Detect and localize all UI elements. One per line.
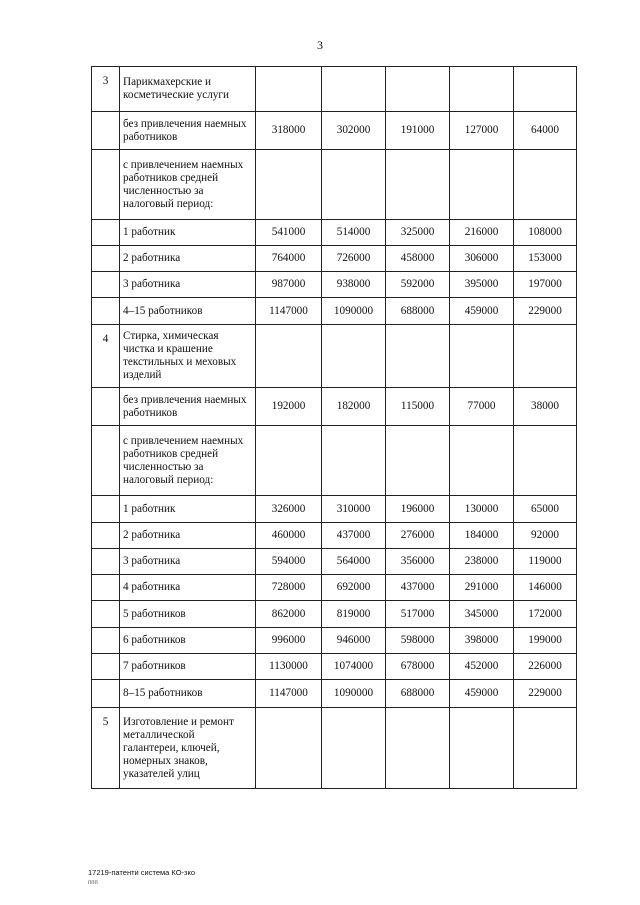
row-number (92, 426, 120, 496)
value-cell: 146000 (514, 575, 577, 601)
table-row (92, 549, 577, 575)
value-cell: 197000 (514, 272, 577, 298)
value-cell: 1074000 (322, 654, 386, 680)
value-cell (322, 325, 386, 388)
patent-tariff-table (91, 66, 577, 789)
value-cell (386, 67, 450, 112)
row-description: с привлечением наемных работников средней численностью за налоговый период: (120, 150, 256, 220)
value-cell: 398000 (450, 628, 514, 654)
row-description: с привлечением наемных работников средней численностью за налоговый период: (120, 426, 256, 496)
value-cell: 192000 (256, 388, 322, 426)
row-number (92, 680, 120, 708)
row-description: без привлечения наемных работников (120, 388, 256, 426)
value-cell: 326000 (256, 496, 322, 523)
value-cell (514, 325, 577, 388)
row-description: 4–15 работников (120, 298, 256, 325)
value-cell: 291000 (450, 575, 514, 601)
row-number (92, 601, 120, 628)
value-cell: 688000 (386, 298, 450, 325)
row-number: 5 (92, 708, 120, 789)
row-number (92, 298, 120, 325)
page-number: 3 (317, 38, 323, 52)
value-cell: 395000 (450, 272, 514, 298)
table-row (92, 601, 577, 628)
value-cell (386, 708, 450, 789)
value-cell: 119000 (514, 549, 577, 575)
row-number: 3 (92, 67, 120, 112)
value-cell: 452000 (450, 654, 514, 680)
value-cell (514, 67, 577, 112)
table-row (92, 325, 577, 388)
value-cell: 276000 (386, 523, 450, 549)
value-cell: 310000 (322, 496, 386, 523)
value-cell: 459000 (450, 298, 514, 325)
table-row (92, 496, 577, 523)
table-row (92, 220, 577, 246)
row-description: 2 работника (120, 523, 256, 549)
value-cell: 514000 (322, 220, 386, 246)
value-cell: 191000 (386, 112, 450, 150)
footer-subtext: ппп (88, 880, 98, 886)
value-cell: 1090000 (322, 680, 386, 708)
value-cell: 458000 (386, 246, 450, 272)
value-cell: 1090000 (322, 298, 386, 325)
value-cell: 726000 (322, 246, 386, 272)
value-cell: 594000 (256, 549, 322, 575)
row-number (92, 388, 120, 426)
value-cell: 216000 (450, 220, 514, 246)
value-cell: 356000 (386, 549, 450, 575)
value-cell: 325000 (386, 220, 450, 246)
value-cell: 541000 (256, 220, 322, 246)
value-cell: 153000 (514, 246, 577, 272)
value-cell: 238000 (450, 549, 514, 575)
row-number (92, 220, 120, 246)
value-cell: 115000 (386, 388, 450, 426)
value-cell (322, 426, 386, 496)
value-cell (256, 150, 322, 220)
row-number (92, 272, 120, 298)
value-cell (450, 67, 514, 112)
value-cell (450, 708, 514, 789)
value-cell: 692000 (322, 575, 386, 601)
row-number (92, 246, 120, 272)
row-description: 8–15 работников (120, 680, 256, 708)
row-number (92, 523, 120, 549)
row-description: 4 работника (120, 575, 256, 601)
value-cell: 229000 (514, 680, 577, 708)
value-cell: 688000 (386, 680, 450, 708)
row-description: 3 работника (120, 549, 256, 575)
value-cell: 517000 (386, 601, 450, 628)
row-description: 2 работника (120, 246, 256, 272)
value-cell: 862000 (256, 601, 322, 628)
table-row (92, 388, 577, 426)
value-cell (386, 150, 450, 220)
value-cell: 437000 (386, 575, 450, 601)
row-number (92, 654, 120, 680)
value-cell: 996000 (256, 628, 322, 654)
value-cell (514, 426, 577, 496)
value-cell: 592000 (386, 272, 450, 298)
row-description: 3 работника (120, 272, 256, 298)
table-row (92, 67, 577, 112)
row-number (92, 150, 120, 220)
row-number (92, 112, 120, 150)
table-row (92, 654, 577, 680)
row-description: 1 работник (120, 220, 256, 246)
table-row (92, 575, 577, 601)
row-number (92, 628, 120, 654)
value-cell: 184000 (450, 523, 514, 549)
value-cell: 226000 (514, 654, 577, 680)
value-cell: 302000 (322, 112, 386, 150)
footer-doc-id: 17219-патенти система КО-зко (88, 868, 196, 877)
value-cell (322, 708, 386, 789)
row-description: Изготовление и ремонт металлической галантереи, ключей, номерных знаков, указателей улиц (120, 708, 256, 789)
table-row (92, 523, 577, 549)
table-row (92, 272, 577, 298)
table-row (92, 298, 577, 325)
row-description: 7 работников (120, 654, 256, 680)
value-cell (514, 708, 577, 789)
value-cell: 196000 (386, 496, 450, 523)
row-number (92, 575, 120, 601)
table-row (92, 680, 577, 708)
value-cell: 65000 (514, 496, 577, 523)
table-row (92, 426, 577, 496)
value-cell: 345000 (450, 601, 514, 628)
row-description: 5 работников (120, 601, 256, 628)
value-cell: 199000 (514, 628, 577, 654)
value-cell: 728000 (256, 575, 322, 601)
value-cell (450, 325, 514, 388)
value-cell: 318000 (256, 112, 322, 150)
value-cell (386, 325, 450, 388)
value-cell: 938000 (322, 272, 386, 298)
value-cell: 92000 (514, 523, 577, 549)
value-cell: 764000 (256, 246, 322, 272)
value-cell (256, 426, 322, 496)
table-row (92, 708, 577, 789)
value-cell: 598000 (386, 628, 450, 654)
value-cell: 437000 (322, 523, 386, 549)
value-cell: 819000 (322, 601, 386, 628)
value-cell: 130000 (450, 496, 514, 523)
value-cell: 108000 (514, 220, 577, 246)
table-row (92, 112, 577, 150)
value-cell: 182000 (322, 388, 386, 426)
value-cell: 1130000 (256, 654, 322, 680)
table-row (92, 246, 577, 272)
row-number (92, 496, 120, 523)
value-cell (322, 150, 386, 220)
table-row (92, 150, 577, 220)
row-description: Стирка, химическая чистка и крашение текстильных и меховых изделий (120, 325, 256, 388)
value-cell: 64000 (514, 112, 577, 150)
value-cell (256, 325, 322, 388)
row-number: 4 (92, 325, 120, 388)
value-cell (514, 150, 577, 220)
value-cell: 678000 (386, 654, 450, 680)
value-cell (256, 708, 322, 789)
value-cell: 1147000 (256, 298, 322, 325)
value-cell: 38000 (514, 388, 577, 426)
value-cell: 564000 (322, 549, 386, 575)
row-description: 1 работник (120, 496, 256, 523)
value-cell (256, 67, 322, 112)
row-description: Парикмахерские и косметические услуги (120, 67, 256, 112)
value-cell (450, 150, 514, 220)
value-cell (322, 67, 386, 112)
value-cell (450, 426, 514, 496)
row-number (92, 549, 120, 575)
value-cell: 306000 (450, 246, 514, 272)
value-cell: 460000 (256, 523, 322, 549)
value-cell: 1147000 (256, 680, 322, 708)
value-cell: 987000 (256, 272, 322, 298)
row-description: без привлечения наемных работников (120, 112, 256, 150)
value-cell: 229000 (514, 298, 577, 325)
value-cell: 172000 (514, 601, 577, 628)
table-row (92, 628, 577, 654)
row-description: 6 работников (120, 628, 256, 654)
value-cell: 77000 (450, 388, 514, 426)
value-cell (386, 426, 450, 496)
value-cell: 127000 (450, 112, 514, 150)
value-cell: 946000 (322, 628, 386, 654)
value-cell: 459000 (450, 680, 514, 708)
